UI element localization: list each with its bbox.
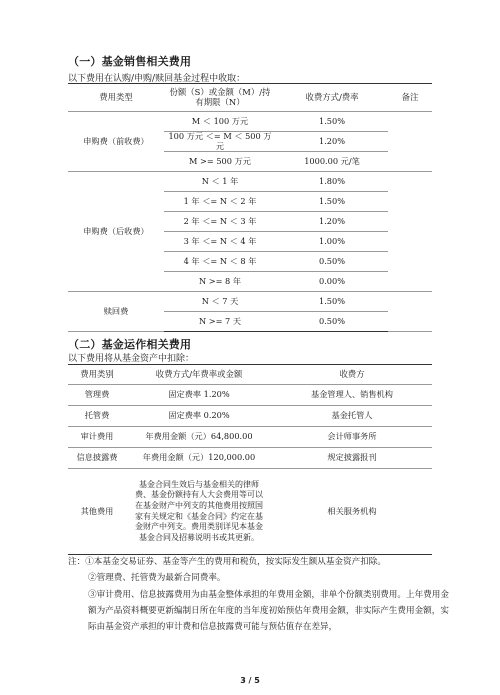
rate-cell: 0.00%: [276, 272, 388, 292]
rate-cell: 1.50%: [276, 112, 388, 132]
header-method-rate: 收费方式/费率: [276, 84, 388, 112]
table-row: [68, 112, 432, 132]
condition-cell: N >= 7 天: [164, 312, 276, 332]
rate-cell: 0.50%: [276, 312, 388, 332]
method-cell: 基金合同生效后与基金相关的律师费、基金份额持有人大会费用等可以在基金财产中列支的其他费用按照国家有关规定和《基金合同》约定在基金财产中列支。费用类别详见本基金基金合同及招募说明书或其更新。: [126, 469, 272, 555]
rate-cell: 1.20%: [276, 132, 388, 152]
category-cell: 托管费: [68, 406, 126, 427]
operation-section-title: （二）基金运作相关费用: [68, 338, 192, 351]
condition-cell: 100 万元 ＜= M ＜ 500 万元: [164, 132, 276, 152]
table-row: [68, 385, 432, 406]
category-cell: 审计费用: [68, 427, 126, 448]
category-cell: 信息披露费: [68, 448, 126, 469]
page-number: 3 / 5: [240, 676, 260, 685]
method-cell: 固定费率 0.20%: [126, 406, 272, 427]
rate-cell: 1.50%: [276, 192, 388, 212]
note-cell: [388, 172, 432, 292]
header-amount-period: 份额（S）或金额（M）/持有期限（N）: [164, 84, 276, 112]
header-note: 备注: [388, 84, 432, 112]
recipient-cell: 相关服务机构: [272, 469, 432, 555]
redemption-fee-label: 赎回费: [68, 292, 164, 332]
front-load-label: 申购费（前收费）: [68, 112, 164, 172]
operation-section-intro: 以下费用将从基金资产中扣除：: [68, 354, 195, 364]
condition-cell: 2 年 ＜= N ＜ 3 年: [164, 212, 276, 232]
method-cell: 年费用金额（元）120,000.00: [126, 448, 272, 469]
recipient-cell: 规定披露报刊: [272, 448, 432, 469]
recipient-cell: 基金管理人、销售机构: [272, 385, 432, 406]
recipient-cell: 基金托管人: [272, 406, 432, 427]
condition-cell: N >= 8 年: [164, 272, 276, 292]
method-cell: 固定费率 1.20%: [126, 385, 272, 406]
rate-cell: 1.20%: [276, 212, 388, 232]
note-1: 注：①本基金交易证券、基金等产生的费用和税负，按实际发生额从基金资产扣除。: [68, 557, 386, 567]
note-cell: [388, 292, 432, 332]
note-3: ③审计费用、信息披露费用为由基金整体承担的年费用金额，非单个份额类别费用。上年费用金额为产品资料概要更新编制日所在年度的当年度初始预估年费用金额，非实际产生费用金额，实际由基金资产承担的审计费和信息披露费可能与预估值存在差异，: [88, 589, 449, 633]
condition-cell: 4 年 ＜= N ＜ 8 年: [164, 252, 276, 272]
condition-cell: M >= 500 万元: [164, 152, 276, 172]
table-row: [68, 292, 432, 312]
header-fee-category: 费用类别: [68, 365, 126, 385]
method-cell: 年费用金额（元）64,800.00: [126, 427, 272, 448]
rate-cell: 1.00%: [276, 232, 388, 252]
condition-cell: 3 年 ＜= N ＜ 4 年: [164, 232, 276, 252]
back-load-label: 申购费（后收费）: [68, 172, 164, 292]
rate-cell: 0.50%: [276, 252, 388, 272]
sales-fee-table: [68, 83, 432, 332]
header-recipient: 收费方: [272, 365, 432, 385]
sales-section-title: （一）基金销售相关费用: [68, 55, 192, 68]
condition-cell: M ＜ 100 万元: [164, 112, 276, 132]
table-row: [68, 406, 432, 427]
header-fee-type: 费用类型: [68, 84, 164, 112]
table-row: [68, 469, 432, 555]
category-cell: 管理费: [68, 385, 126, 406]
recipient-cell: 会计师事务所: [272, 427, 432, 448]
note-cell: [388, 112, 432, 172]
note-2: ②管理费、托管费为最新合同费率。: [88, 573, 226, 584]
condition-cell: N ＜ 7 天: [164, 292, 276, 312]
condition-cell: 1 年 ＜= N ＜ 2 年: [164, 192, 276, 212]
rate-cell: 1.50%: [276, 292, 388, 312]
table-row: [68, 448, 432, 469]
condition-cell: N ＜ 1 年: [164, 172, 276, 192]
header-method-amount: 收费方式/年费率或金额: [126, 365, 272, 385]
rate-cell: 1.80%: [276, 172, 388, 192]
sales-section-intro: 以下费用在认购/申购/赎回基金过程中收取：: [68, 74, 246, 84]
category-cell: 其他费用: [68, 469, 126, 555]
operation-fee-table: [68, 364, 432, 555]
notes-block: [68, 554, 454, 636]
table-row: [68, 427, 432, 448]
table-row: [68, 172, 432, 192]
rate-cell: 1000.00 元/笔: [276, 152, 388, 172]
